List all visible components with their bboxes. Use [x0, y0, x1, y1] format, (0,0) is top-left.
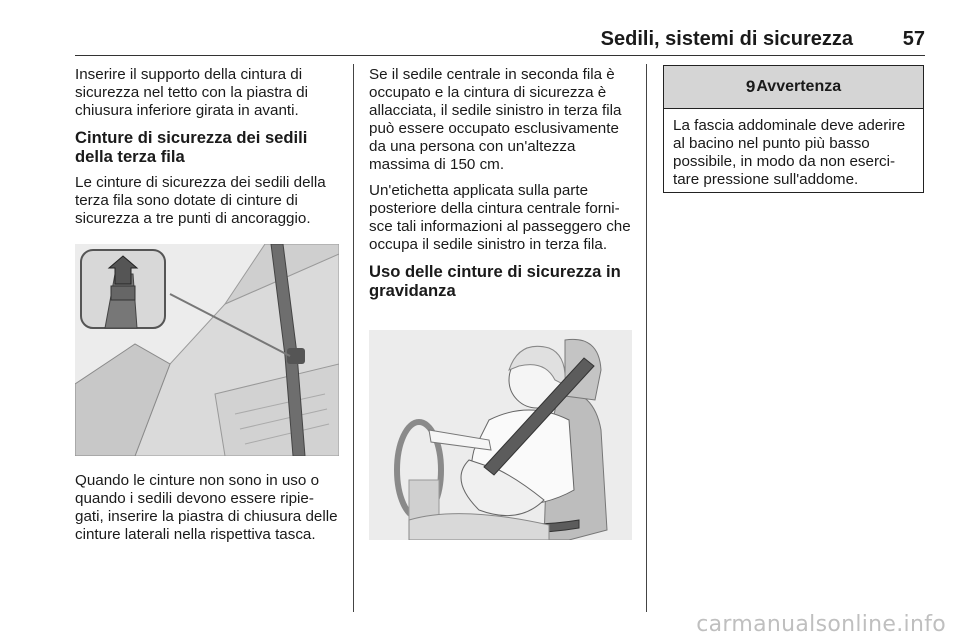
column-middle: [369, 66, 637, 308]
second-row-paragraph: Se il sedile centrale in seconda fila è occupato e la cintura di sicurezza è allacciata, il sedile sinistro in terza fila può essere occupato esclusivamente da una persona con un'altezza massima di 150 cm.: [369, 66, 622, 173]
header-divider: [75, 55, 925, 56]
pregnancy-belt-illustration: [369, 330, 632, 540]
label-paragraph: Un'etichetta applicata sulla parte posteriore della cintura centrale forni-sce tali informazioni al passeggero che occupa il sedile sinistro in terza fila.: [369, 182, 631, 253]
pregnancy-heading: Uso delle cinture di sicurezza in gravidanza: [369, 262, 621, 300]
third-row-heading: Cinture di sicurezza dei sedili della terza fila: [75, 128, 308, 166]
column-left-bottom: [75, 472, 341, 552]
watermark: carmanualsonline.info: [696, 612, 946, 637]
third-row-belt-illustration: [75, 244, 339, 456]
warning-icon: 9: [745, 77, 756, 96]
column-left: [75, 66, 341, 236]
warning-title: Avvertenza: [756, 78, 842, 95]
warning-box: [663, 65, 924, 193]
third-row-paragraph: Le cinture di sicurezza dei sedili della terza fila sono dotate di cinture di sicurezza a tre punti di ancoraggio.: [75, 174, 326, 227]
warning-text: La fascia addominale deve aderire al bacino nel punto più basso possibile, in modo da non eserci-tare pressione sull'addome.: [673, 117, 906, 188]
page-header: [75, 28, 925, 54]
stow-instructions-paragraph: Quando le cinture non sono in uso o quando i sedili devono essere ripie-gati, inserire la piastra di chiusura delle cinture laterali nella rispettiva tasca.: [75, 472, 338, 543]
warning-header: [664, 66, 923, 109]
column-divider-left: [353, 64, 354, 612]
intro-paragraph: Inserire il supporto della cintura di sicurezza nel tetto con la piastra di chiusura inferiore girata in avanti.: [75, 66, 308, 119]
page-number: 57: [902, 28, 925, 50]
column-divider-right: [646, 64, 647, 612]
section-title: Sedili, sistemi di sicurezza: [600, 28, 853, 50]
